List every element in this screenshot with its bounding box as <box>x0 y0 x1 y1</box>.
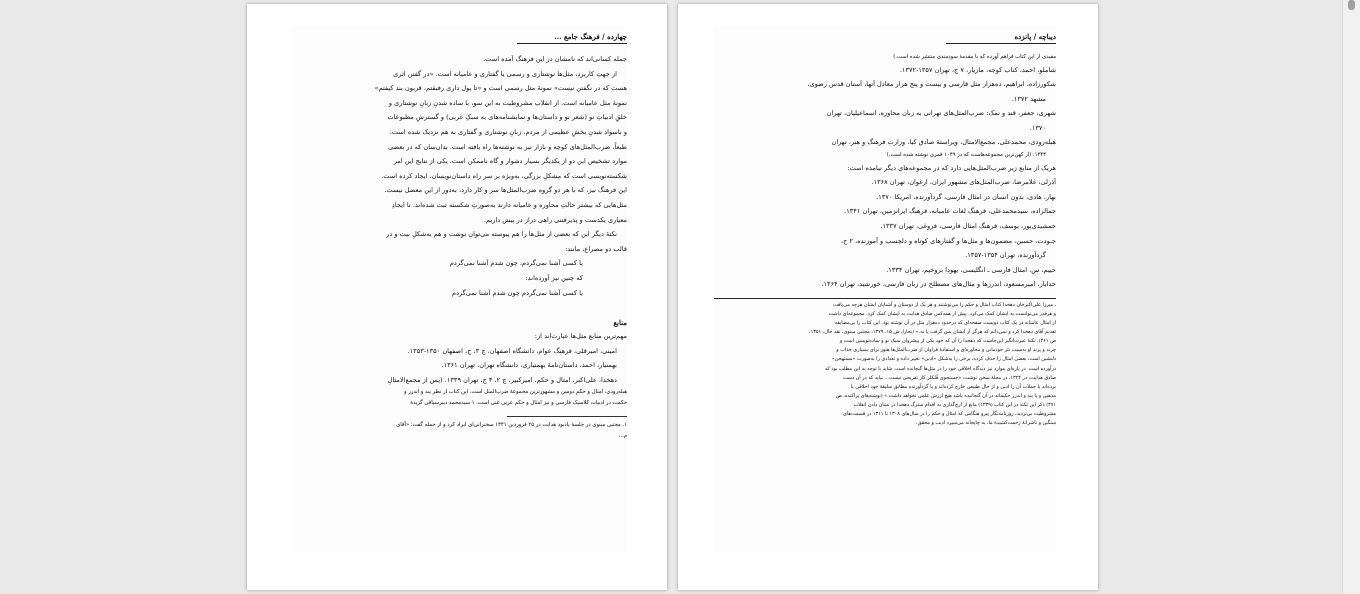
footnote-line: م... <box>618 432 627 439</box>
right-page-scan <box>714 26 1056 554</box>
body-line: شکسته‌نویسی است که مشکلِ بزرگی، به‌ویژه بر سر راه داستان‌نویسان، ایجاد کرده است. <box>381 171 627 180</box>
source-entry: گردآورنده، تهران ۱۳۵۴-۱۳۵۷. <box>965 251 1046 260</box>
source-note: حکمت در ادبیات کلاسیک فارسی و نیز امثال و حکم عربی غنی است. ۱ سیدمحمد دبیرسیاقی گزیدهٔ <box>410 399 627 406</box>
source-entry: مشهد ۱۳۷۲. <box>1011 94 1046 103</box>
source-entry: هریک از منابع زیر ضرب‌المثل‌هایی دارد که در مجموعه‌های دیگر نیامده است: <box>847 163 1056 172</box>
footnote-line: سنگین و ناشرانهٔ زحمت‌کشیدهٔ ما، به چاپخانه می‌سپرد ادیب و محقق. <box>916 420 1056 427</box>
scrollbar-thumb[interactable] <box>1348 0 1355 10</box>
footnote-line: چرند و پرند او به‌سبب نثر خودمانی و محاوره‌ای و استفادهٔ فراوان از ضرب‌المثل‌ها هنوز برای بسیاری جذاب و <box>836 347 1056 354</box>
left-page <box>247 4 667 590</box>
body-line: این فرهنگ نیز، که با هر دو گروه ضرب‌المثل‌ها سر و کار دارد، به‌دور از این معضل نیست. <box>384 186 627 195</box>
source-entry: شکورزاده، ابراهیم، ده‌هزار مثل فارسی و بیست و پنج هزار معادل آنها، آستان قدس رضوی، <box>807 80 1056 89</box>
footnote-line: ۱. مجتبی مینوی در جلسهٔ یادبود هدایت در ۲۵ فروردین ۱۳۴۱ سخنرانی‌ای ایراد کرد و از جمله گفت: «آقای <box>396 422 627 429</box>
page-header: دیباچه / پانزده <box>946 32 1056 44</box>
verse-line: که چنین نیز آورده‌اند: <box>525 273 583 282</box>
body-line: نمونهٔ مثل عامیانه است. از انقلاب مشروطیت به این سو، با ساده شدنِ زبانِ نوشتاری و <box>388 98 627 107</box>
body-line: خلقِ ادبیاتِ نو (شعر نو و داستان‌ها و نمایشنامه‌های به سبکِ غربی) و گسترشِ مطبوعات <box>387 113 627 122</box>
body-line: جمله کسانی‌اند که نامشان در این فرهنگ آمده است. <box>483 55 627 63</box>
right-page <box>678 4 1098 590</box>
source-entry: بهار، هادی، بدون انسان در امثال فارسی، گردآورنده، امریکا ۱۳۷۰. <box>876 192 1056 201</box>
footnote-line: مذهبی و یا پند و اندرز حکیمانه در آن گنجانیده باشد هیچ ارزش علمی نخواهد داشت.» (نوشته‌های پراکنده، ص <box>835 392 1056 399</box>
footnote-line: و هرقدر می‌توانست به ایشان کمک می‌کرد. پیش از همه‌کس صادق هدایت به ایشان کمک کرد. مجموعه‌ای داشت <box>828 311 1056 317</box>
left-page-scan <box>291 26 627 554</box>
footnote-line: برده‌اند یا جملات آن را ادبی و از حال طبیعی خارج کرده‌اند و یا گردآورنده مطابق سلیقهٔ خود اخلاقی یا <box>850 383 1056 390</box>
source-entry: شهری، جعفر، قند و نمک: ضرب‌المثل‌های تهرانی به زبان محاوره، اسماعیلیان، تهران <box>826 109 1056 118</box>
verse-line: یا کسی آشنا نمی‌گردم چون شدم آشنا نمی‌گردم <box>451 288 583 297</box>
vertical-scrollbar[interactable] <box>1342 0 1360 594</box>
footnote-line: تقدیم آقای دهخدا کرد و نمی‌دانم که هرگز از ایشان پس گرفت یا نه.» (بخارا، ش ۱۵، ۱۳۷۹، مجتبی مینوی، نقد حال، ۱۳۵۱، <box>809 329 1056 336</box>
intro-line: مفیدی از این کتاب فراهم آورده که با مقدمهٔ سودمندی منتشر شده است.) <box>893 54 1056 60</box>
body-line: هست که در نگفتن نیست» نمونهٔ مثل رسمی است و «تا پول داری رفیقتم، قربون بند کیفتم» <box>374 84 627 93</box>
source-note: هبله‌رودی، امثال و حکمِ دومین و مشهورترین مجموعهٔ ضرب‌المثل است. این کتاب از نظر پند و اندرز و <box>403 389 627 396</box>
source-entry: خدایار، امیرمسعود، اندرزها و مثال‌های مصطلح در زبان فارسی، خورشید، تهران ۱۳۶۴. <box>821 280 1056 289</box>
footnote-line: صادق هدایت، در ۱۳۲۴، در مجلهٔ سخن نوشت: «جستجوی فُلکلر کار تفریحی نیست... نباید که در آن دست <box>843 374 1056 381</box>
footnote-line: از امثال عامیانه در یک کتاب دویست صفحه‌ای که درحدود ده‌هزار مثل در آن نوشته بود. این کتاب را بی‌مضایقه <box>834 320 1056 327</box>
footnote-line: دلنشین است، بعضی امثال را حذف کرده، برخی را به‌شکل «ادبی» تغییر داده و تعدادی را به‌صورت «مستهجن» <box>831 356 1056 363</box>
footnote-divider <box>507 416 627 417</box>
source-entry: آذرلی، غلامرضا، ضرب‌المثل‌های مشهور ایران، ارغوان، تهران ۱۳۶۸. <box>871 178 1056 187</box>
body-line: موارد تشخیص این دو از یکدیگر بسیار دشوار و گاه ناممکن است. یکی از نتایج این امر <box>393 157 627 166</box>
footnote-line: مشروطیت بی‌تردید، روزنامه‌نگار پیرو هنگامی که امثال و حکم را در سال‌های ۱۳۰۸ تا ۱۳۱۱ در قسمت‌های <box>843 411 1056 418</box>
source-entry: حییم، س، امثال فارسی ـ انگلیسی، یهودا بروخیم، تهران ۱۳۳۴. <box>886 265 1056 274</box>
footnote-line: ـ میرزا علی‌اکبرخان دهخدا کتاب امثال و حکم را می‌نوشتند و هر یک از دوستان و آشنایان ایشان هرچه می‌یافت <box>833 301 1056 308</box>
source-note: ۱۳۴۴. (از کهن‌ترین مجموعه‌هاست که در ۱۰۴۹ قمری نوشته شده است.) <box>886 152 1046 159</box>
source-entry: بهمنیار، احمد، داستان‌نامهٔ بهمنیاری، دانشگاه تهران، تهران ۱۳۶۱. <box>441 361 617 370</box>
body-line: نکتهٔ دیگر این که بعضی از مثل‌ها را هم پیوسته می‌توان نوشت و هم به‌شکلِ بیت و در <box>386 230 617 239</box>
body-line: و باسواد شدنِ بخشِ عظیمی از مردم، زبانِ نوشتاری و گفتاری به هم نزدیک شده است. <box>389 127 627 136</box>
footnote-line: درآورده است. در پاره‌ای موارد نیز دیدگاه اخلاقی خود را در مثل‌ها گنجانده است. شاید با توجه به این مطلب بود که <box>824 365 1056 372</box>
sources-intro: مهم‌ترین منابع مثل‌ها عبارت‌اند از: <box>534 332 627 341</box>
body-line: مثل‌هایی که بیشتر حالتِ محاوره و عامیانه دارند به‌صورتِ شکسته ثبت شده‌اند. تا ایجادِ <box>391 200 627 209</box>
source-entry: ۱۳۷۰. <box>1029 123 1046 132</box>
source-entry: هبله‌رودی، محمدعلی، مجمع‌الامثال، ویراستهٔ صادق کیا، وزارت فرهنگ و هنر، تهران <box>831 138 1056 147</box>
source-entry: جمالزاده، سیدمحمدعلی، فرهنگ لغات عامیانه، فرهنگ ایرانزمین، تهران ۱۳۴۱. <box>844 207 1056 216</box>
body-line: قالب دو مصراع، مانند: <box>565 244 627 253</box>
footnote-divider <box>714 298 1056 299</box>
source-entry: جمشیدی‌پور، یوسف، فرهنگ امثال فارسی، فروغی، تهران ۱۳۳۷. <box>880 221 1056 230</box>
section-title: منابع <box>613 318 627 328</box>
verse-line: یا کسی آشنا نمی‌گردم، چون شدم آشنا نمی‌گردم <box>449 259 583 268</box>
source-entry: شاملو، احمد، کتاب کوچه، مازیار، ۷ ج، تهران ۱۳۵۷-۱۳۷۲. <box>899 65 1056 74</box>
body-line: از جهتِ کاربرد، مثل‌ها نوشتاری و رسمی یا گفتاری و عامیانه است. «در گفتن اثری <box>393 69 617 78</box>
page-header: چهارده / فرهنگ جامع ... <box>517 32 627 44</box>
source-entry: جـودت، حسین، مضمون‌ها و مثل‌ها و گفتارهای کوتاه و دلچسب و آموزنده، ۲ ج، <box>840 236 1056 245</box>
body-line: طبعاً، ضرب‌المثل‌های کوچه و بازار نیز به نوشته‌ها راه یافته است. بدان‌سان که در بعضی <box>388 142 627 151</box>
footnote-line: ۴۷۱) ذکر این نکته در این کتاب (۱۳۳۹) مانع از ارج‌گذاری به اقدام سترگ دهخدا در نشان دادن انقلاب <box>853 401 1056 408</box>
footnote-line: ص ۴۶۱). نکتهٔ عبرت‌انگیز این‌جاست که دهخدا را آن که خود بکی از پیشروان سبک نو و ساده‌نویسی است و <box>839 338 1056 345</box>
body-line: معیاری یکدست و پذیرفتنی راهی دراز در پیش داریم. <box>483 215 627 224</box>
source-entry: امینی، امیرقلی، فرهنگ عوام، دانشگاه اصفهان، چ ۳، ج، اصفهان ۱۳۵۰-۱۳۵۳. <box>407 346 617 355</box>
source-entry: دهخدا، علی‌اکبر، امثال و حکم، امیرکبیر، چ ۲، ۴ ج، تهران ۱۳۳۹. (پس از مجمع‌الامثالِ <box>387 375 617 384</box>
